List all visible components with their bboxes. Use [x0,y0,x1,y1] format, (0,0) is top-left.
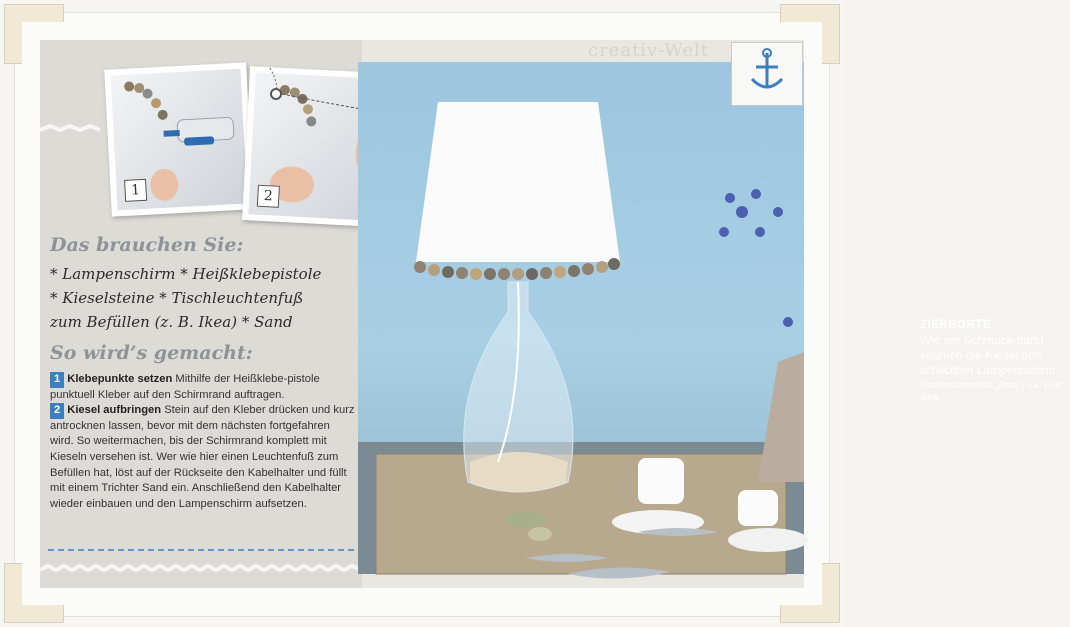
flowers [719,189,793,327]
photo-caption [920,318,1070,404]
step-1-title: Klebepunkte setzen [67,373,173,385]
caption-source: Tischleuchtenfuß „Bran“, ca. 10 €: Ikea [920,380,1065,403]
needs-line: * Kieselsteine * Tischleuchtenfuß [50,289,304,307]
lamp-photo [358,62,1065,574]
maritime-logo [731,42,803,106]
step-photos [100,58,400,248]
needs-line: * Lampenschirm * Heißklebepistole [50,265,322,283]
watermark-text: creativ-Welt [588,40,710,61]
step-2-number: 2 [50,403,64,419]
step-1 [50,372,356,403]
magazine-page [40,40,1065,588]
step-number-2: 2 [257,185,280,208]
step-2 [50,403,356,512]
step-2-title: Kiesel aufbringen [67,404,162,417]
step-1-text: Mithilfe der Heißklebe-pistole punktuell Kleber auf den Schirmrand auftragen. [50,373,320,401]
anchor-icon [732,43,802,105]
instructions-panel [40,40,362,588]
instruction-steps [50,372,356,512]
instructions-heading: So wird’s gemacht: [50,342,253,364]
caption-body: Wie ein Schmuck-band säumen die Kiesel den schlichten Lampenschirm [920,333,1056,377]
step-number-1: 1 [124,179,147,202]
hanging-string [100,58,400,248]
lamp-scene-illustration [358,62,804,574]
needs-line: zum Befüllen (z. B. Ikea) * Sand [50,313,293,331]
caption-title: ZIERBORTE [920,319,991,331]
step-2-text: Stein auf den Kleber drücken und kurz antrocknen lassen, bevor mit dem nächsten fortgefahren wird. So weitermachen, bis der Schirmrand komplett mit Kieseln versehen ist. Wer wie hier einen Leuchtenfuß zum Befüllen hat, löst auf der Rückseite den Kabelhalter und füllt mit einem Trichter Sand ein. Anschließend den Kabelhalter wieder einbauen und den Lampenschirm aufsetzen. [50,404,355,510]
needs-heading: Das brauchen Sie: [50,234,244,256]
needs-list [50,262,350,334]
step-1-number: 1 [50,372,64,388]
